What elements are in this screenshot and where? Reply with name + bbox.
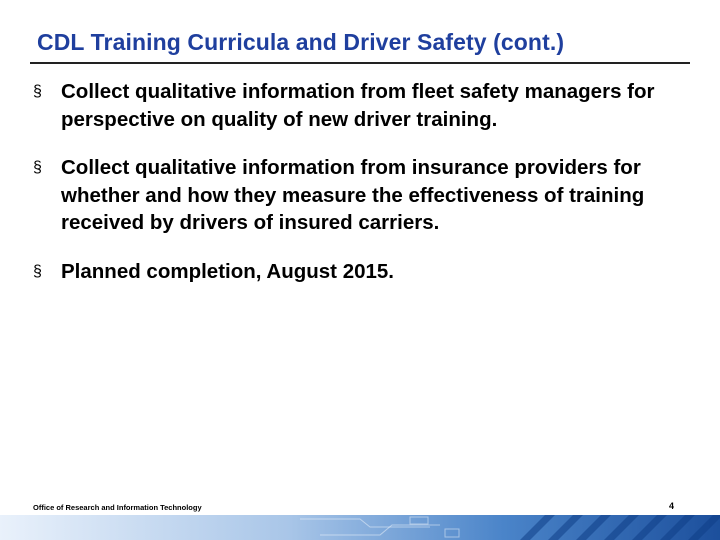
bullet-text: Planned completion, August 2015.	[61, 259, 394, 283]
bullet-item	[33, 78, 693, 133]
slide-header	[0, 0, 720, 72]
bullet-marker-icon: §	[33, 83, 42, 100]
bullet-list	[33, 78, 693, 306]
page-number: 4	[669, 501, 675, 511]
bullet-text: Collect qualitative information from insurance providers for whether and how they measure the effectiveness of training received by drivers of insured carriers.	[61, 156, 645, 234]
bullet-marker-icon: §	[33, 159, 42, 176]
title-underline	[30, 62, 690, 64]
bullet-text: Collect qualitative information from fleet safety managers for perspective on quality of new driver training.	[61, 80, 655, 131]
footer-office-name: Office of Research and Information Technology	[33, 503, 202, 512]
circuit-pattern-graphic	[0, 515, 720, 540]
slide-title: CDL Training Curricula and Driver Safety (cont.)	[37, 29, 565, 55]
bullet-marker-icon: §	[33, 262, 42, 280]
footer-decorative-band	[0, 515, 720, 540]
bullet-item	[33, 154, 693, 237]
bullet-item	[33, 258, 693, 286]
